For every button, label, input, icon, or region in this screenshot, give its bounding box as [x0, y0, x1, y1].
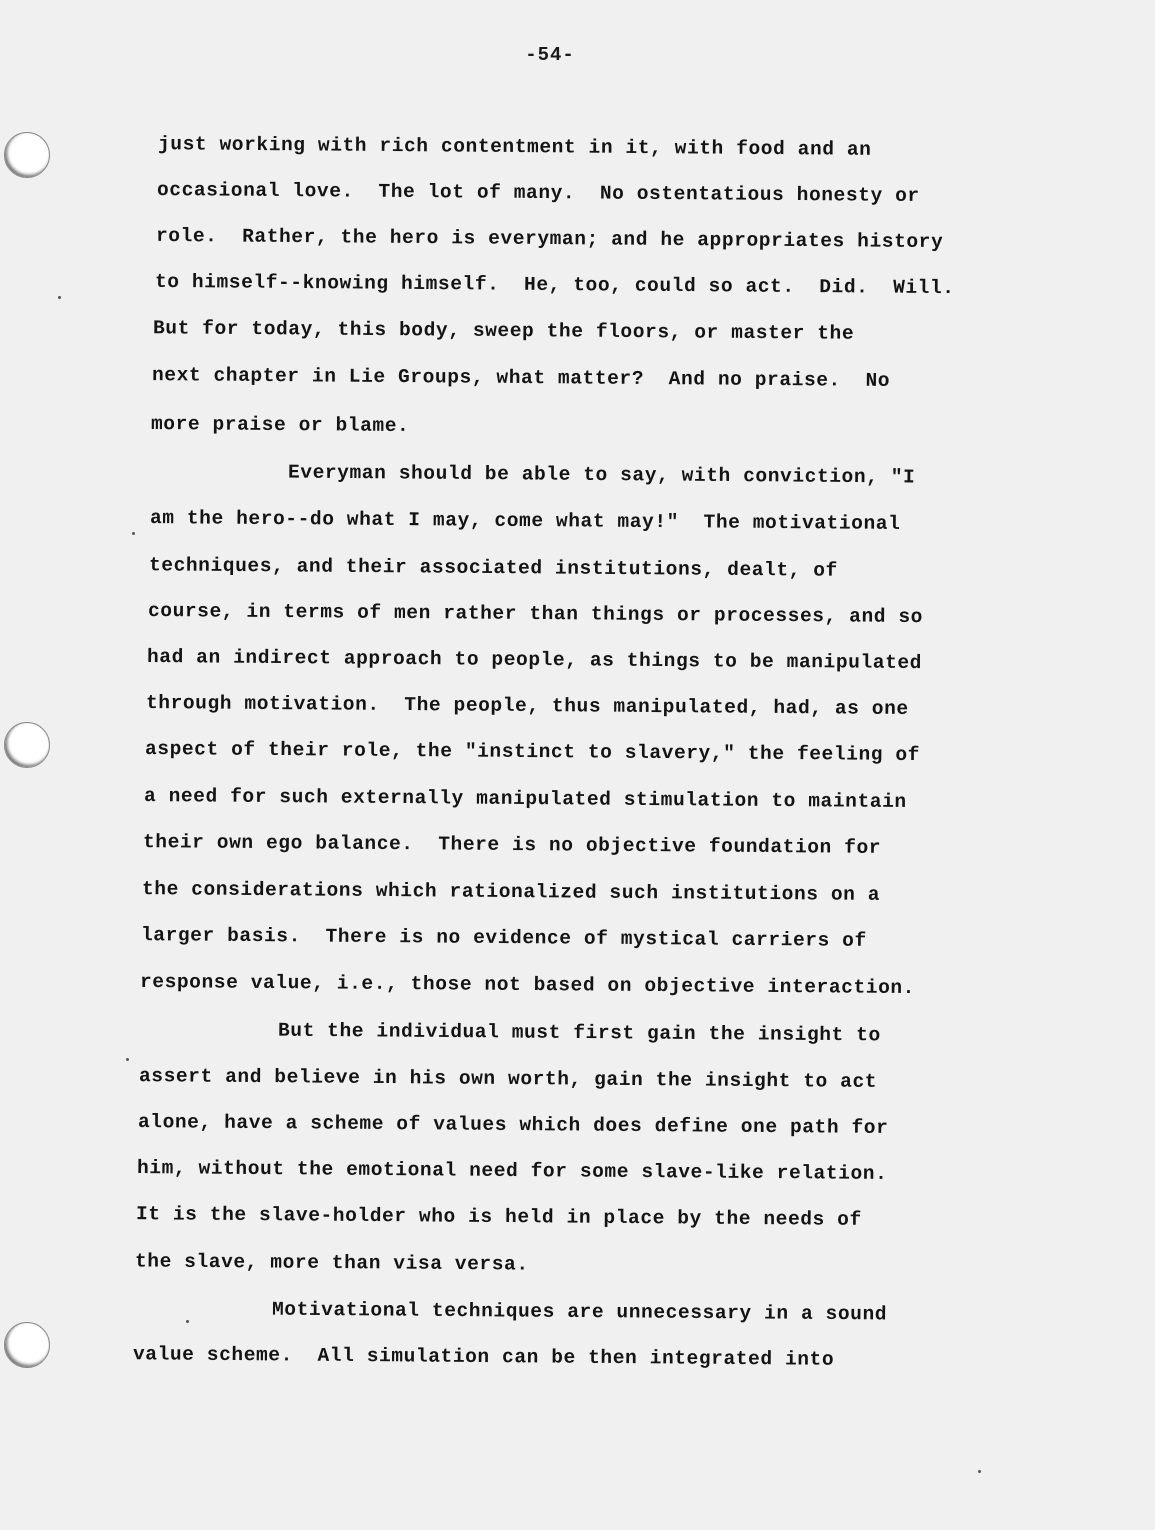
scan-speck — [186, 1320, 189, 1323]
text-line: the slave, more than visa versa. — [134, 1250, 529, 1276]
text-line: larger basis. There is no evidence of mystical carriers of — [140, 924, 867, 952]
text-line: next chapter in Lie Groups, what matter? And no praise. No — [151, 364, 891, 392]
text-line: Motivational techniques are unnecessary in a sound — [271, 1298, 888, 1326]
punch-hole-bottom — [4, 1322, 50, 1368]
text-line: to himself--knowing himself. He, too, could so act. Did. Will. — [154, 270, 955, 300]
text-line: role. Rather, the hero is everyman; and he appropriates history — [155, 224, 944, 254]
text-line: a need for such externally manipulated stimulation to maintain — [143, 785, 907, 813]
text-line: aspect of their role, the "instinct to slavery," the feeling of — [144, 737, 921, 767]
text-line: assert and believe in his own worth, gain the insight to act — [138, 1065, 878, 1093]
text-line: techniques, and their associated institutions, dealt, of — [148, 554, 838, 582]
text-line: just working with rich contentment in it, with food and an — [157, 133, 872, 161]
text-line: am the hero--do what I may, come what may!" The motivational — [149, 507, 901, 535]
text-line: Everyman should be able to say, with conviction, "I — [287, 461, 916, 489]
text-line: value scheme. All simulation can be then integrated into — [132, 1343, 835, 1371]
scan-speck — [978, 1470, 981, 1473]
text-line: response value, i.e., those not based on objective interaction. — [139, 970, 916, 1000]
text-line: It is the slave-holder who is held in place by the needs of — [135, 1203, 862, 1231]
scan-speck — [126, 1058, 129, 1061]
scan-speck — [132, 532, 135, 535]
text-line: through motivation. The people, thus manipulated, had, as one — [145, 692, 909, 720]
page-number: -54- — [525, 44, 575, 66]
text-line: him, without the emotional need for some slave-like relation. — [136, 1157, 888, 1185]
text-line: alone, have a scheme of values which does define one path for — [137, 1111, 889, 1139]
text-line: course, in terms of men rather than things or processes, and so — [147, 599, 924, 629]
punch-hole-top — [4, 132, 50, 178]
scan-speck — [58, 296, 61, 299]
text-line: more praise or blame. — [150, 412, 410, 438]
text-line: had an indirect approach to people, as things to be manipulated — [146, 645, 923, 675]
text-line: But for today, this body, sweep the floors, or master the — [152, 317, 855, 345]
text-line: But the individual must first gain the insight to — [277, 1019, 881, 1047]
text-line: their own ego balance. There is no objective foundation for — [142, 831, 882, 859]
text-line: occasional love. The lot of many. No ostentatious honesty or — [156, 179, 920, 207]
punch-hole-middle — [4, 722, 50, 768]
text-line: the considerations which rationalized such institutions on a — [141, 878, 881, 906]
